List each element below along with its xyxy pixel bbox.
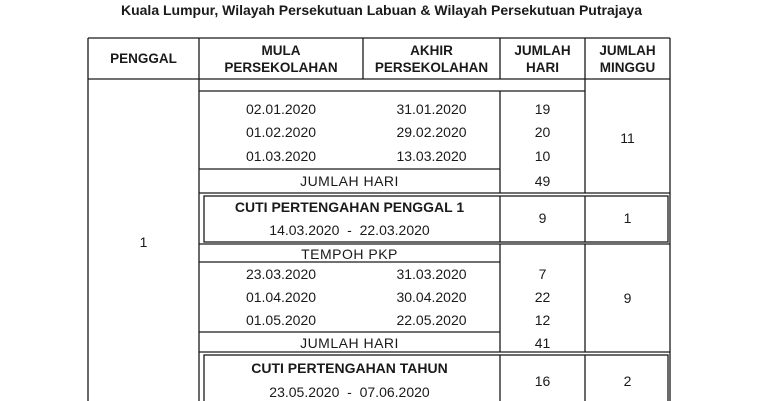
header-hari-line2: HARI xyxy=(526,60,559,75)
header-mula-line2: PERSEKOLAHAN xyxy=(224,60,338,75)
break1-days: 9 xyxy=(538,210,547,226)
break1-title: CUTI PERTENGAHAN PENGGAL 1 xyxy=(234,199,465,215)
break2-weeks: 2 xyxy=(623,373,632,389)
break2-title: CUTI PERTENGAHAN TAHUN xyxy=(251,360,448,376)
break1-weeks: 1 xyxy=(623,210,632,226)
block2-row3-end: 22.05.2020 xyxy=(396,312,467,328)
block1-row2-days: 20 xyxy=(534,124,551,140)
block1-row1-start: 02.01.2020 xyxy=(245,101,317,117)
break2-separator: - xyxy=(347,384,352,400)
block1-total-days: 49 xyxy=(534,173,551,189)
header-hari-line1: JUMLAH xyxy=(514,43,571,58)
block1-row2-start: 01.02.2020 xyxy=(245,124,317,140)
header-mula-line1: MULA xyxy=(261,43,301,58)
term-number: 1 xyxy=(139,234,148,250)
block2-row1-start: 23.03.2020 xyxy=(245,266,317,282)
block2-row3-start: 01.05.2020 xyxy=(245,312,317,328)
block2-row3-days: 12 xyxy=(534,312,551,328)
page-title: Kuala Lumpur, Wilayah Persekutuan Labuan & Wilayah Persekutuan Putrajaya xyxy=(120,2,642,18)
block2-row2-start: 01.04.2020 xyxy=(245,289,317,305)
break1-start: 14.03.2020 xyxy=(269,222,340,238)
pkp-label: TEMPOH PKP xyxy=(301,246,398,262)
header-akhir-line2: PERSEKOLAHAN xyxy=(374,60,489,75)
break2-days: 16 xyxy=(534,373,551,389)
break2-dates xyxy=(199,384,500,400)
block2-row2-days: 22 xyxy=(534,289,551,305)
break2-start: 23.05.2020 xyxy=(269,384,340,400)
block2-total-days: 41 xyxy=(534,335,551,351)
break1-separator: - xyxy=(347,222,352,238)
header-minggu-line1: JUMLAH xyxy=(599,43,656,58)
block1-row2-end: 29.02.2020 xyxy=(396,124,467,140)
header-minggu-line2: MINGGU xyxy=(599,60,656,75)
block2-row1-days: 7 xyxy=(538,266,547,282)
block1-row1-days: 19 xyxy=(534,101,551,117)
block1-row1-end: 31.01.2020 xyxy=(396,101,467,117)
block2-weeks: 9 xyxy=(623,290,632,306)
header-penggal: PENGGAL xyxy=(110,51,177,66)
block1-total-label: JUMLAH HARI xyxy=(300,173,399,189)
block1-weeks: 11 xyxy=(620,130,635,146)
block1-row3-end: 13.03.2020 xyxy=(396,148,467,164)
block2-row2-end: 30.04.2020 xyxy=(396,289,467,305)
block1-row3-days: 10 xyxy=(534,148,551,164)
block2-total-label: JUMLAH HARI xyxy=(300,335,399,351)
break2-end: 07.06.2020 xyxy=(359,384,430,400)
break1-dates xyxy=(199,222,500,238)
block2-row1-end: 31.03.2020 xyxy=(396,266,467,282)
block1-row3-start: 01.03.2020 xyxy=(245,148,317,164)
break1-end: 22.03.2020 xyxy=(359,222,430,238)
header-akhir-line1: AKHIR xyxy=(410,43,453,58)
